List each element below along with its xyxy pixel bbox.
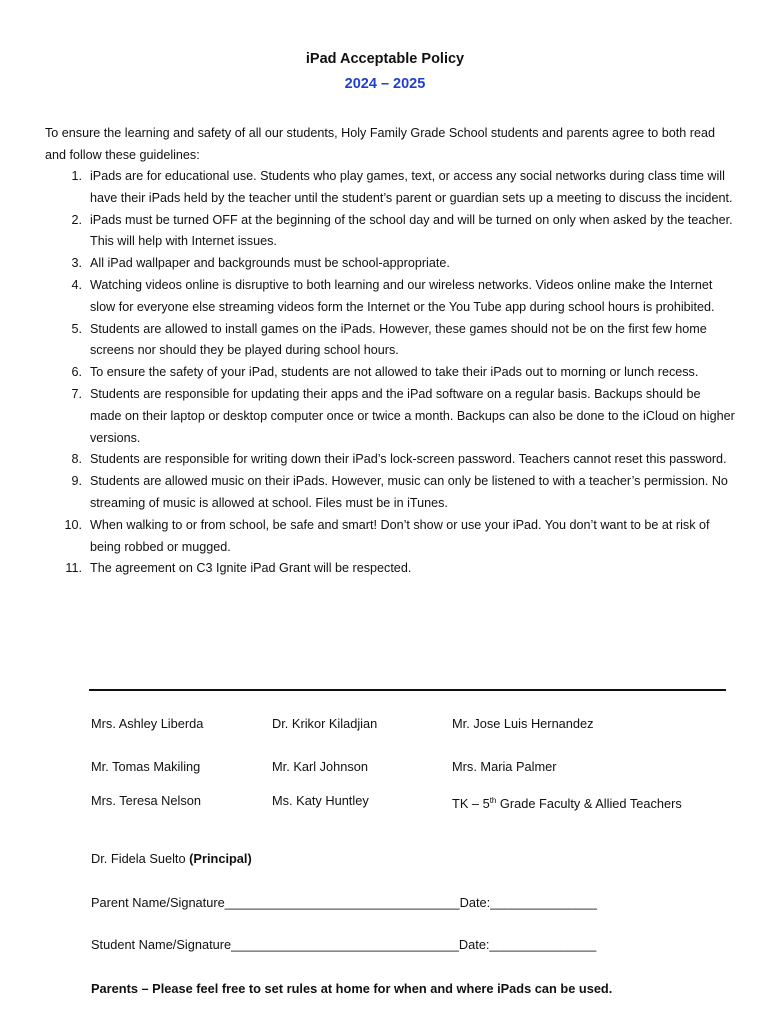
parent-signature-line[interactable] xyxy=(91,894,597,912)
rule-item xyxy=(45,471,735,515)
faculty-name: Mrs. Teresa Nelson xyxy=(91,793,201,808)
rule-item xyxy=(45,253,735,275)
rule-item xyxy=(45,384,735,449)
rule-text: Students are allowed to install games on the iPads. However, these games should not be on the first few home screens nor should they be played during school hours. xyxy=(90,321,707,358)
rule-text: Students are responsible for writing down their iPad’s lock-screen password. Teachers cannot reset this password. xyxy=(90,452,727,467)
date-label: Date: xyxy=(459,895,491,910)
rule-number: 11. xyxy=(65,561,82,576)
group-superscript: th xyxy=(489,796,497,805)
rule-number: 9. xyxy=(71,474,82,489)
rule-number: 10. xyxy=(64,517,82,532)
document-year: 2024 – 2025 xyxy=(344,76,426,92)
rule-item xyxy=(45,319,735,363)
principal-role: (Principal) xyxy=(189,851,252,866)
faculty-name: Mr. Tomas Makiling xyxy=(91,759,201,774)
rule-item xyxy=(45,210,735,254)
student-signature-label: Student Name/Signature xyxy=(91,937,232,952)
rule-item xyxy=(45,515,735,559)
parent-signature-label: Parent Name/Signature xyxy=(91,895,225,910)
rule-text: All iPad wallpaper and backgrounds must be school-appropriate. xyxy=(90,256,450,271)
rule-number: 5. xyxy=(71,321,82,336)
rule-text: To ensure the safety of your iPad, students are not allowed to take their iPads out to morning or lunch recess. xyxy=(90,365,699,380)
group-prefix: TK – 5 xyxy=(452,796,490,811)
faculty-name: Mr. Karl Johnson xyxy=(272,759,369,774)
faculty-name: Dr. Krikor Kiladjian xyxy=(272,716,378,731)
section-divider xyxy=(89,689,726,691)
rule-item xyxy=(45,449,735,471)
rule-item xyxy=(45,558,735,580)
rule-text: iPads are for educational use. Students who play games, text, or access any social networks during class time will have their iPads held by the teacher until the student’s parent or guardian sets up a meeting to discuss the incident. xyxy=(90,169,733,205)
faculty-group-label xyxy=(452,792,682,813)
rule-item xyxy=(45,362,735,384)
faculty-name: Mr. Jose Luis Hernandez xyxy=(452,716,594,731)
rule-number: 3. xyxy=(71,256,82,271)
date-label: Date: xyxy=(458,937,490,952)
rule-number: 6. xyxy=(71,365,82,380)
group-suffix: Grade Faculty & Allied Teachers xyxy=(496,796,682,811)
rule-number: 2. xyxy=(71,212,82,227)
rule-number: 7. xyxy=(71,386,82,401)
rule-item xyxy=(45,275,735,319)
parent-date-blank[interactable]: _______________ xyxy=(490,895,597,910)
student-date-blank[interactable]: _______________ xyxy=(489,937,597,952)
parents-note: Parents – Please feel free to set rules at home for when and where iPads can be used. xyxy=(91,981,613,996)
student-signature-blank[interactable]: ________________________________ xyxy=(231,937,459,952)
faculty-name: Ms. Katy Huntley xyxy=(272,793,369,808)
rule-number: 4. xyxy=(71,277,82,292)
student-signature-line[interactable] xyxy=(91,936,596,954)
rule-text: Watching videos online is disruptive to both learning and our wireless networks. Videos online make the Internet slow for everyone else streaming videos form the Internet or the You Tube app during school hours is prohibited. xyxy=(90,277,715,314)
rule-text: Students are allowed music on their iPads. However, music can only be listened to with a teacher’s permission. No streaming of music is allowed at school. Files must be in iTunes. xyxy=(90,474,728,510)
rule-text: When walking to or from school, be safe and smart! Don’t show or use your iPad. You don’t want to be at risk of being robbed or mugged. xyxy=(90,517,710,554)
principal-name: Dr. Fidela Suelto xyxy=(91,851,190,866)
rule-item xyxy=(45,166,735,210)
principal-line xyxy=(91,850,252,868)
rules-list xyxy=(45,166,735,580)
rule-text: iPads must be turned OFF at the beginning of the school day and will be turned on only when asked by the teacher. This will help with Internet issues. xyxy=(90,212,733,249)
parent-signature-blank[interactable]: _________________________________ xyxy=(224,895,460,910)
rule-text: Students are responsible for updating their apps and the iPad software on a regular basis. Backups should be made on their laptop or desktop computer once or twice a month. Backups can also be done to the iCloud on higher versions. xyxy=(90,386,735,445)
rule-number: 8. xyxy=(71,452,82,467)
rule-number: 1. xyxy=(71,169,82,183)
faculty-name: Mrs. Maria Palmer xyxy=(452,759,557,774)
rule-text: The agreement on C3 Ignite iPad Grant will be respected. xyxy=(90,561,412,576)
document-title: iPad Acceptable Policy xyxy=(305,51,465,67)
intro-paragraph: To ensure the learning and safety of all our students, Holy Family Grade School students and parents agree to both read and follow these guidelines: xyxy=(45,126,715,162)
faculty-name: Mrs. Ashley Liberda xyxy=(91,716,204,731)
